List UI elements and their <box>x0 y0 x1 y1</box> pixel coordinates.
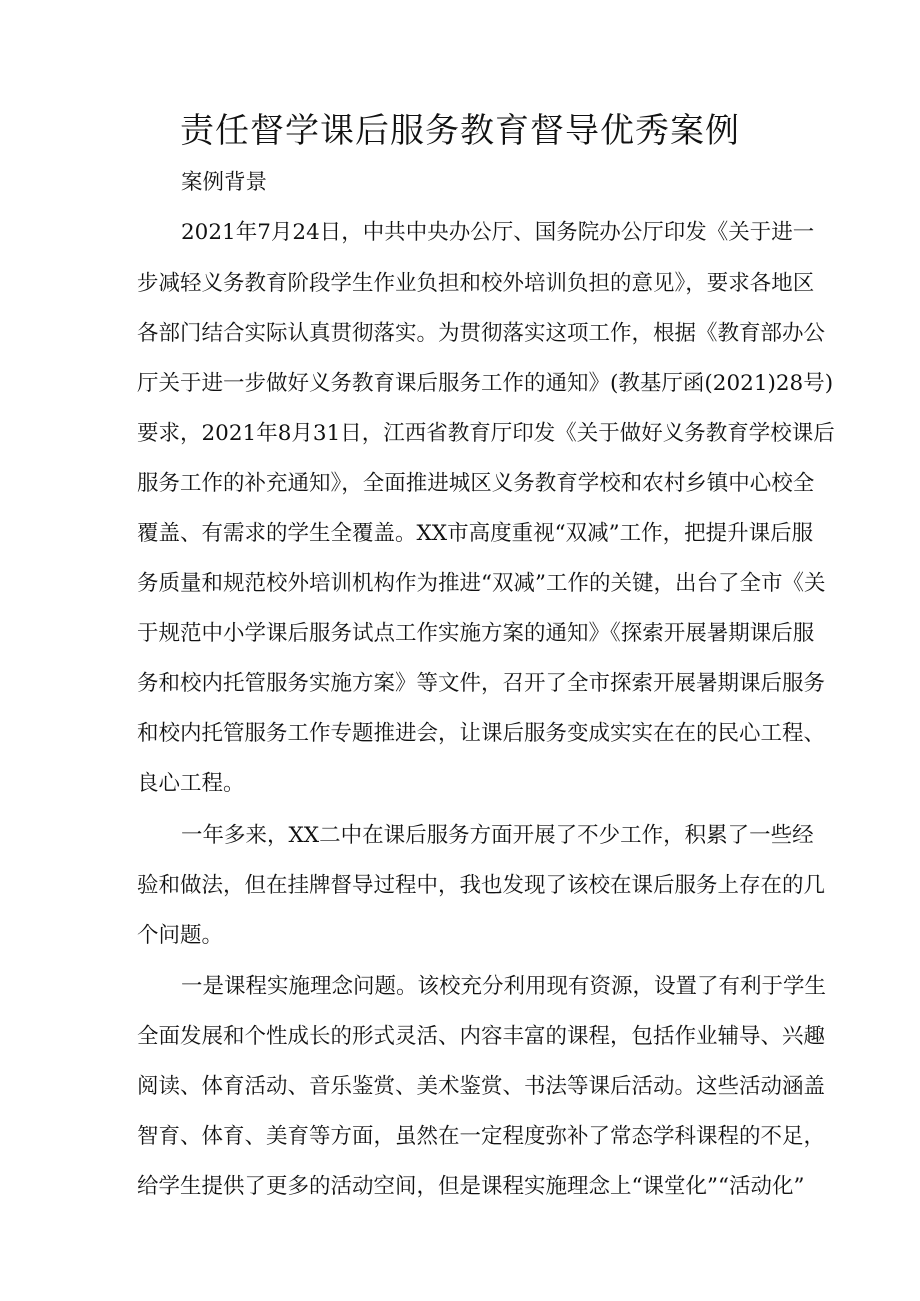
paragraph-3-line: 智育、体育、美育等方面，虽然在一定程度弥补了常态学科课程的不足， <box>137 1124 826 1149</box>
document-title: 责任督学课后服务教育督导优秀案例 <box>180 111 740 151</box>
paragraph-3-line: 一是课程实施理念问题。该校充分利用现有资源，设置了有利于学生 <box>181 974 827 999</box>
paragraph-1-line: 务质量和规范校外培训机构作为推进“双减”工作的关键，出台了全市《关 <box>137 571 826 596</box>
paragraph-1-line: 步减轻义务教育阶段学生作业负担和校外培训负担的意见》，要求各地区 <box>137 271 815 296</box>
paragraph-1-line: 要求，2021年8月31日，江西省教育厅印发《关于做好义务教育学校课后 <box>137 421 835 446</box>
paragraph-3-line: 给学生提供了更多的活动空间，但是课程实施理念上“课堂化”“活动化” <box>137 1174 805 1199</box>
paragraph-1-line: 服务工作的补充通知》，全面推进城区义务教育学校和农村乡镇中心校全 <box>137 471 815 496</box>
paragraph-3-line: 阅读、体育活动、音乐鉴赏、美术鉴赏、书法等课后活动。这些活动涵盖 <box>137 1074 826 1099</box>
paragraph-1-line: 覆盖、有需求的学生全覆盖。XX市高度重视“双减”工作，把提升课后服 <box>137 521 814 546</box>
paragraph-2-line: 个问题。 <box>137 923 224 948</box>
paragraph-1-line: 务和校内托管服务实施方案》等文件，召开了全市探索开展暑期课后服务 <box>137 671 826 696</box>
paragraph-2-line: 一年多来，XX二中在课后服务方面开展了不少工作，积累了一些经 <box>181 823 814 848</box>
paragraph-1-line: 各部门结合实际认真贯彻落实。为贯彻落实这项工作，根据《教育部办公 <box>137 321 826 346</box>
section-heading: 案例背景 <box>181 170 268 195</box>
paragraph-2-line: 验和做法，但在挂牌督导过程中，我也发现了该校在课后服务上存在的几 <box>137 873 826 898</box>
paragraph-1-line: 厅关于进一步做好义务教育课后服务工作的通知》(教基厅函(2021)28号) <box>137 371 834 396</box>
paragraph-1-line: 和校内托管服务工作专题推进会，让课后服务变成实实在在的民心工程、 <box>137 721 826 746</box>
paragraph-1-line: 于规范中小学课后服务试点工作实施方案的通知》《探索开展暑期课后服 <box>137 621 815 646</box>
paragraph-1-line: 2021年7月24日，中共中央办公厅、国务院办公厅印发《关于进一 <box>181 220 815 245</box>
paragraph-3-line: 全面发展和个性成长的形式灵活、内容丰富的课程，包括作业辅导、兴趣 <box>137 1024 826 1049</box>
paragraph-1-line: 良心工程。 <box>137 771 245 796</box>
